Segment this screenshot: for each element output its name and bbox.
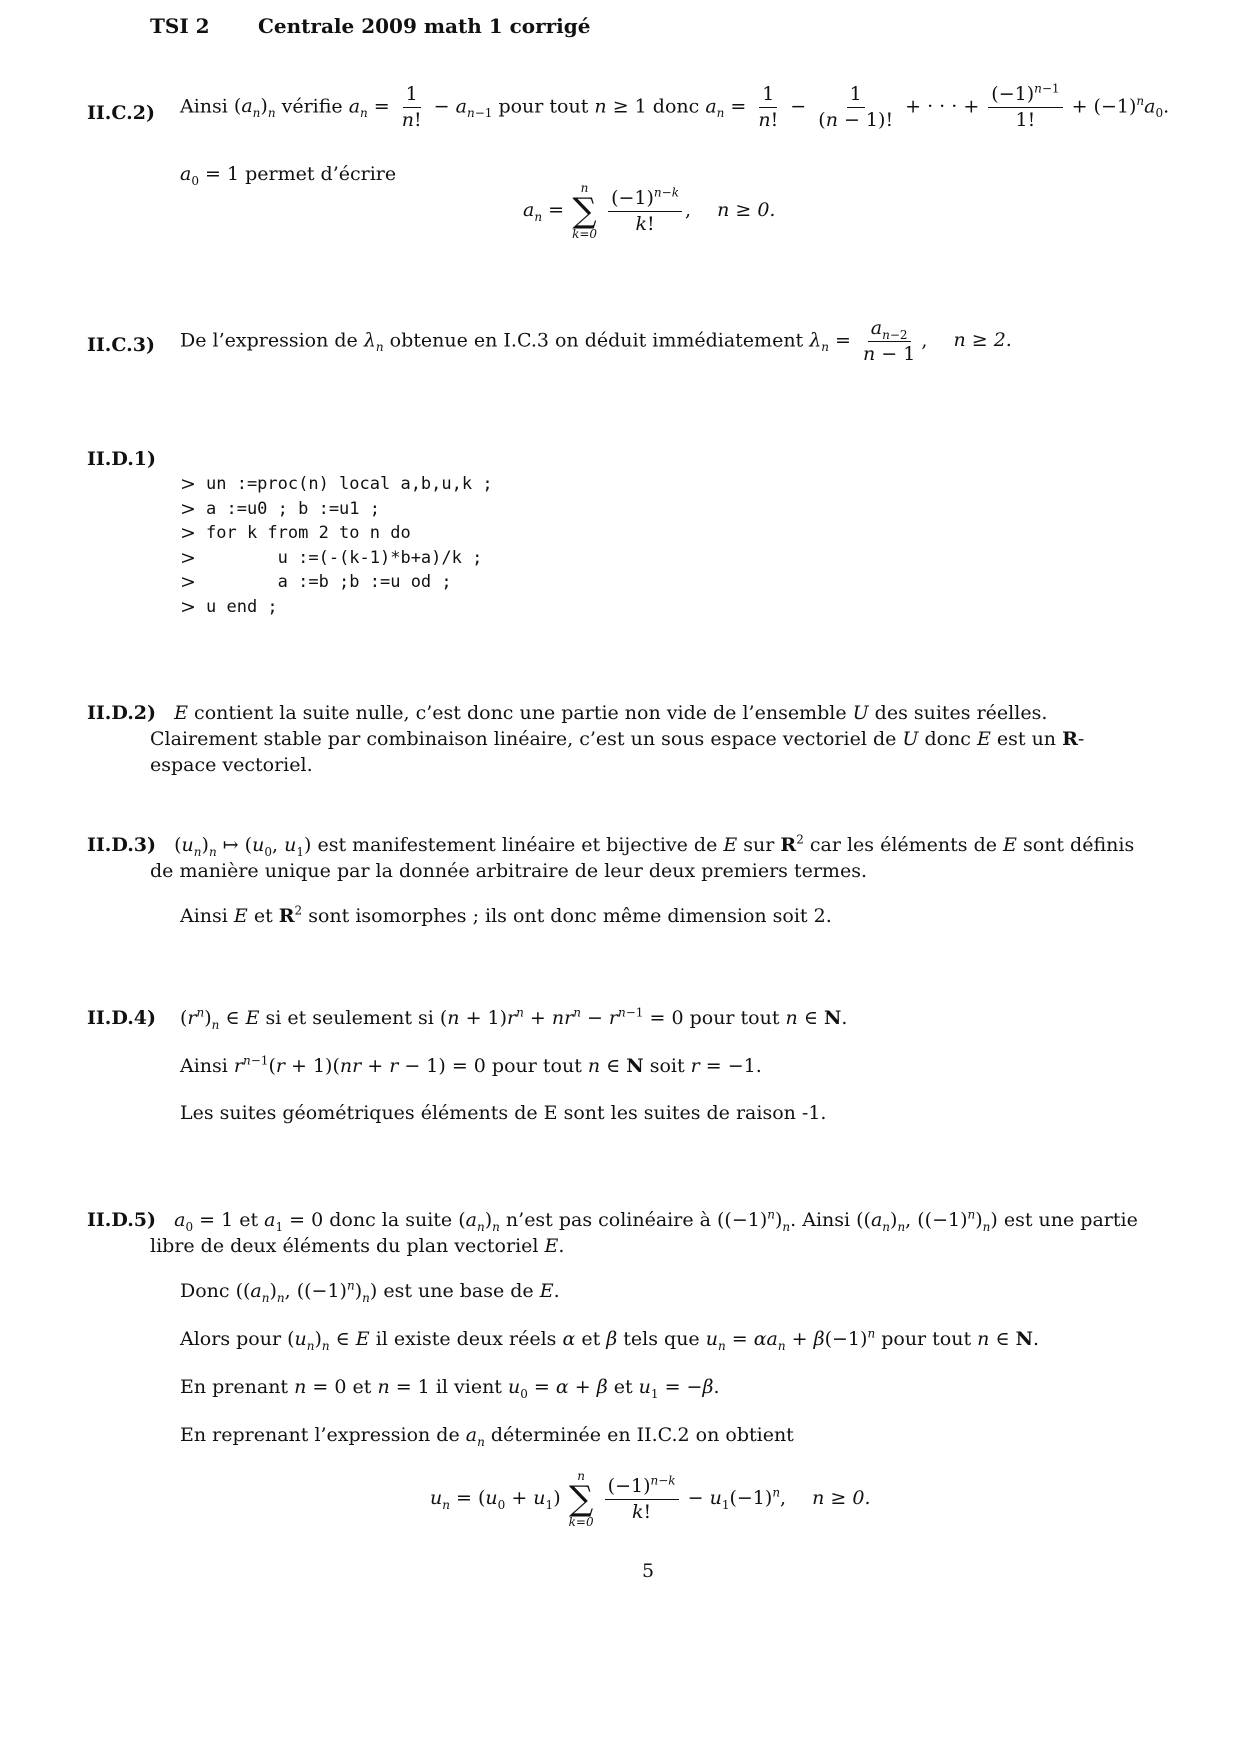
- iic2-line1: Ainsi $(a_n)_n$ vérifie $a_n$ = $\frac{1}{n!}$ − $a_{n-1}$ pour tout n ≥ 1 donc $a_n$ = $\frac{1}{n!}$ − $\frac{1}{(n - 1)!}$ + · · · + $\frac{(-1)^{n-1}}{1!}$ + $(-1)^na_0$.: [180, 81, 1170, 131]
- iid5-line2: Donc ($(a_n)_n$, $((-1)^n)_n$) est une base de E.: [180, 1278, 560, 1305]
- iid2-paragraph: II.D.2) E contient la suite nulle, c’est donc une partie non vide de l’ensemble U des suites réelles. Clairement stable par combinaison linéaire, c’est un sous espace vectoriel de U donc E est un R-espace vectoriel.: [87, 702, 1085, 776]
- iic2-formula: $a_n$ = n ∑ k=0 $\frac{(-1)^{n-k}}{k!}$ , n ≥ 0.: [523, 181, 776, 241]
- iid5-formula: $u_n = (u_0 + u_1)$ n ∑ k=0 $\frac{(-1)^{n-k}}{k!}$ − $u_1(-1)^n$, n ≥ 0.: [430, 1469, 871, 1529]
- label-iid4: II.D.4): [87, 1007, 157, 1029]
- iid5-line4: En prenant n = 0 et n = 1 il vient $u_0 = \alpha + \beta$ et $u_1 = -\beta$.: [180, 1376, 720, 1401]
- iid4-line3: Les suites géométriques éléments de E sont les suites de raison -1.: [180, 1102, 827, 1124]
- header-course: TSI 2: [150, 14, 210, 38]
- label-iic2: II.C.2): [87, 102, 156, 124]
- iid3-paragraph: II.D.3) $(u_n)_n$ ↦ ($u_0$, $u_1$) est manifestement linéaire et bijective de E sur $R^2$ car les éléments de E sont définis de manière unique par la donnée arbitraire de leur deux premiers termes.: [87, 832, 1135, 882]
- iid3-line2: Ainsi E et $R^2$ sont isomorphes ; ils ont donc même dimension soit 2.: [180, 903, 832, 927]
- iic2-line2: $a_0 = 1$ permet d’écrire: [180, 163, 397, 188]
- iic3-line: De l’expression de $\lambda_n$ obtenue en I.C.3 on déduit immédiatement $\lambda_n$ = $\frac{a_{n-2}}{n - 1}$ , n ≥ 2.: [180, 317, 1012, 365]
- maple-code: > un :=proc(n) local a,b,u,k ; > a :=u0 ; b :=u1 ; > for k from 2 to n do > u :=(-(k-1)*b+a)/k ; > a :=b ;b :=u od ; > u end ;: [180, 473, 493, 618]
- label-iic3: II.C.3): [87, 334, 156, 356]
- iid5-paragraph: II.D.5) $a_0 = 1$ et $a_1 = 0$ donc la suite $(a_n)_n$ n’est pas colinéaire à $((-1)^n)_n$. Ainsi ($(a_n)_n$, $((-1)^n)_n$) est une partie libre de deux éléments du plan vectoriel E.: [87, 1207, 1138, 1257]
- iid5-line3: Alors pour $(u_n)_n$ ∈ E il existe deux réels α et β tels que $u_n = \alpha a_n + \beta(-1)^n$ pour tout n ∈ N.: [180, 1326, 1039, 1353]
- label-iid1: II.D.1): [87, 448, 157, 470]
- iid5-line5: En reprenant l’expression de $a_n$ déterminée en II.C.2 on obtient: [180, 1424, 794, 1449]
- iid4-line1: $(r^n)_n$ ∈ E si et seulement si $(n + 1)r^n + nr^n - r^{n-1} = 0$ pour tout n ∈ N.: [180, 1005, 848, 1032]
- iid4-line2: Ainsi $r^{n-1}(r + 1)(nr + r - 1) = 0$ pour tout n ∈ N soit r = −1.: [180, 1053, 762, 1077]
- header-title: Centrale 2009 math 1 corrigé: [258, 14, 591, 38]
- page-number: 5: [642, 1560, 655, 1582]
